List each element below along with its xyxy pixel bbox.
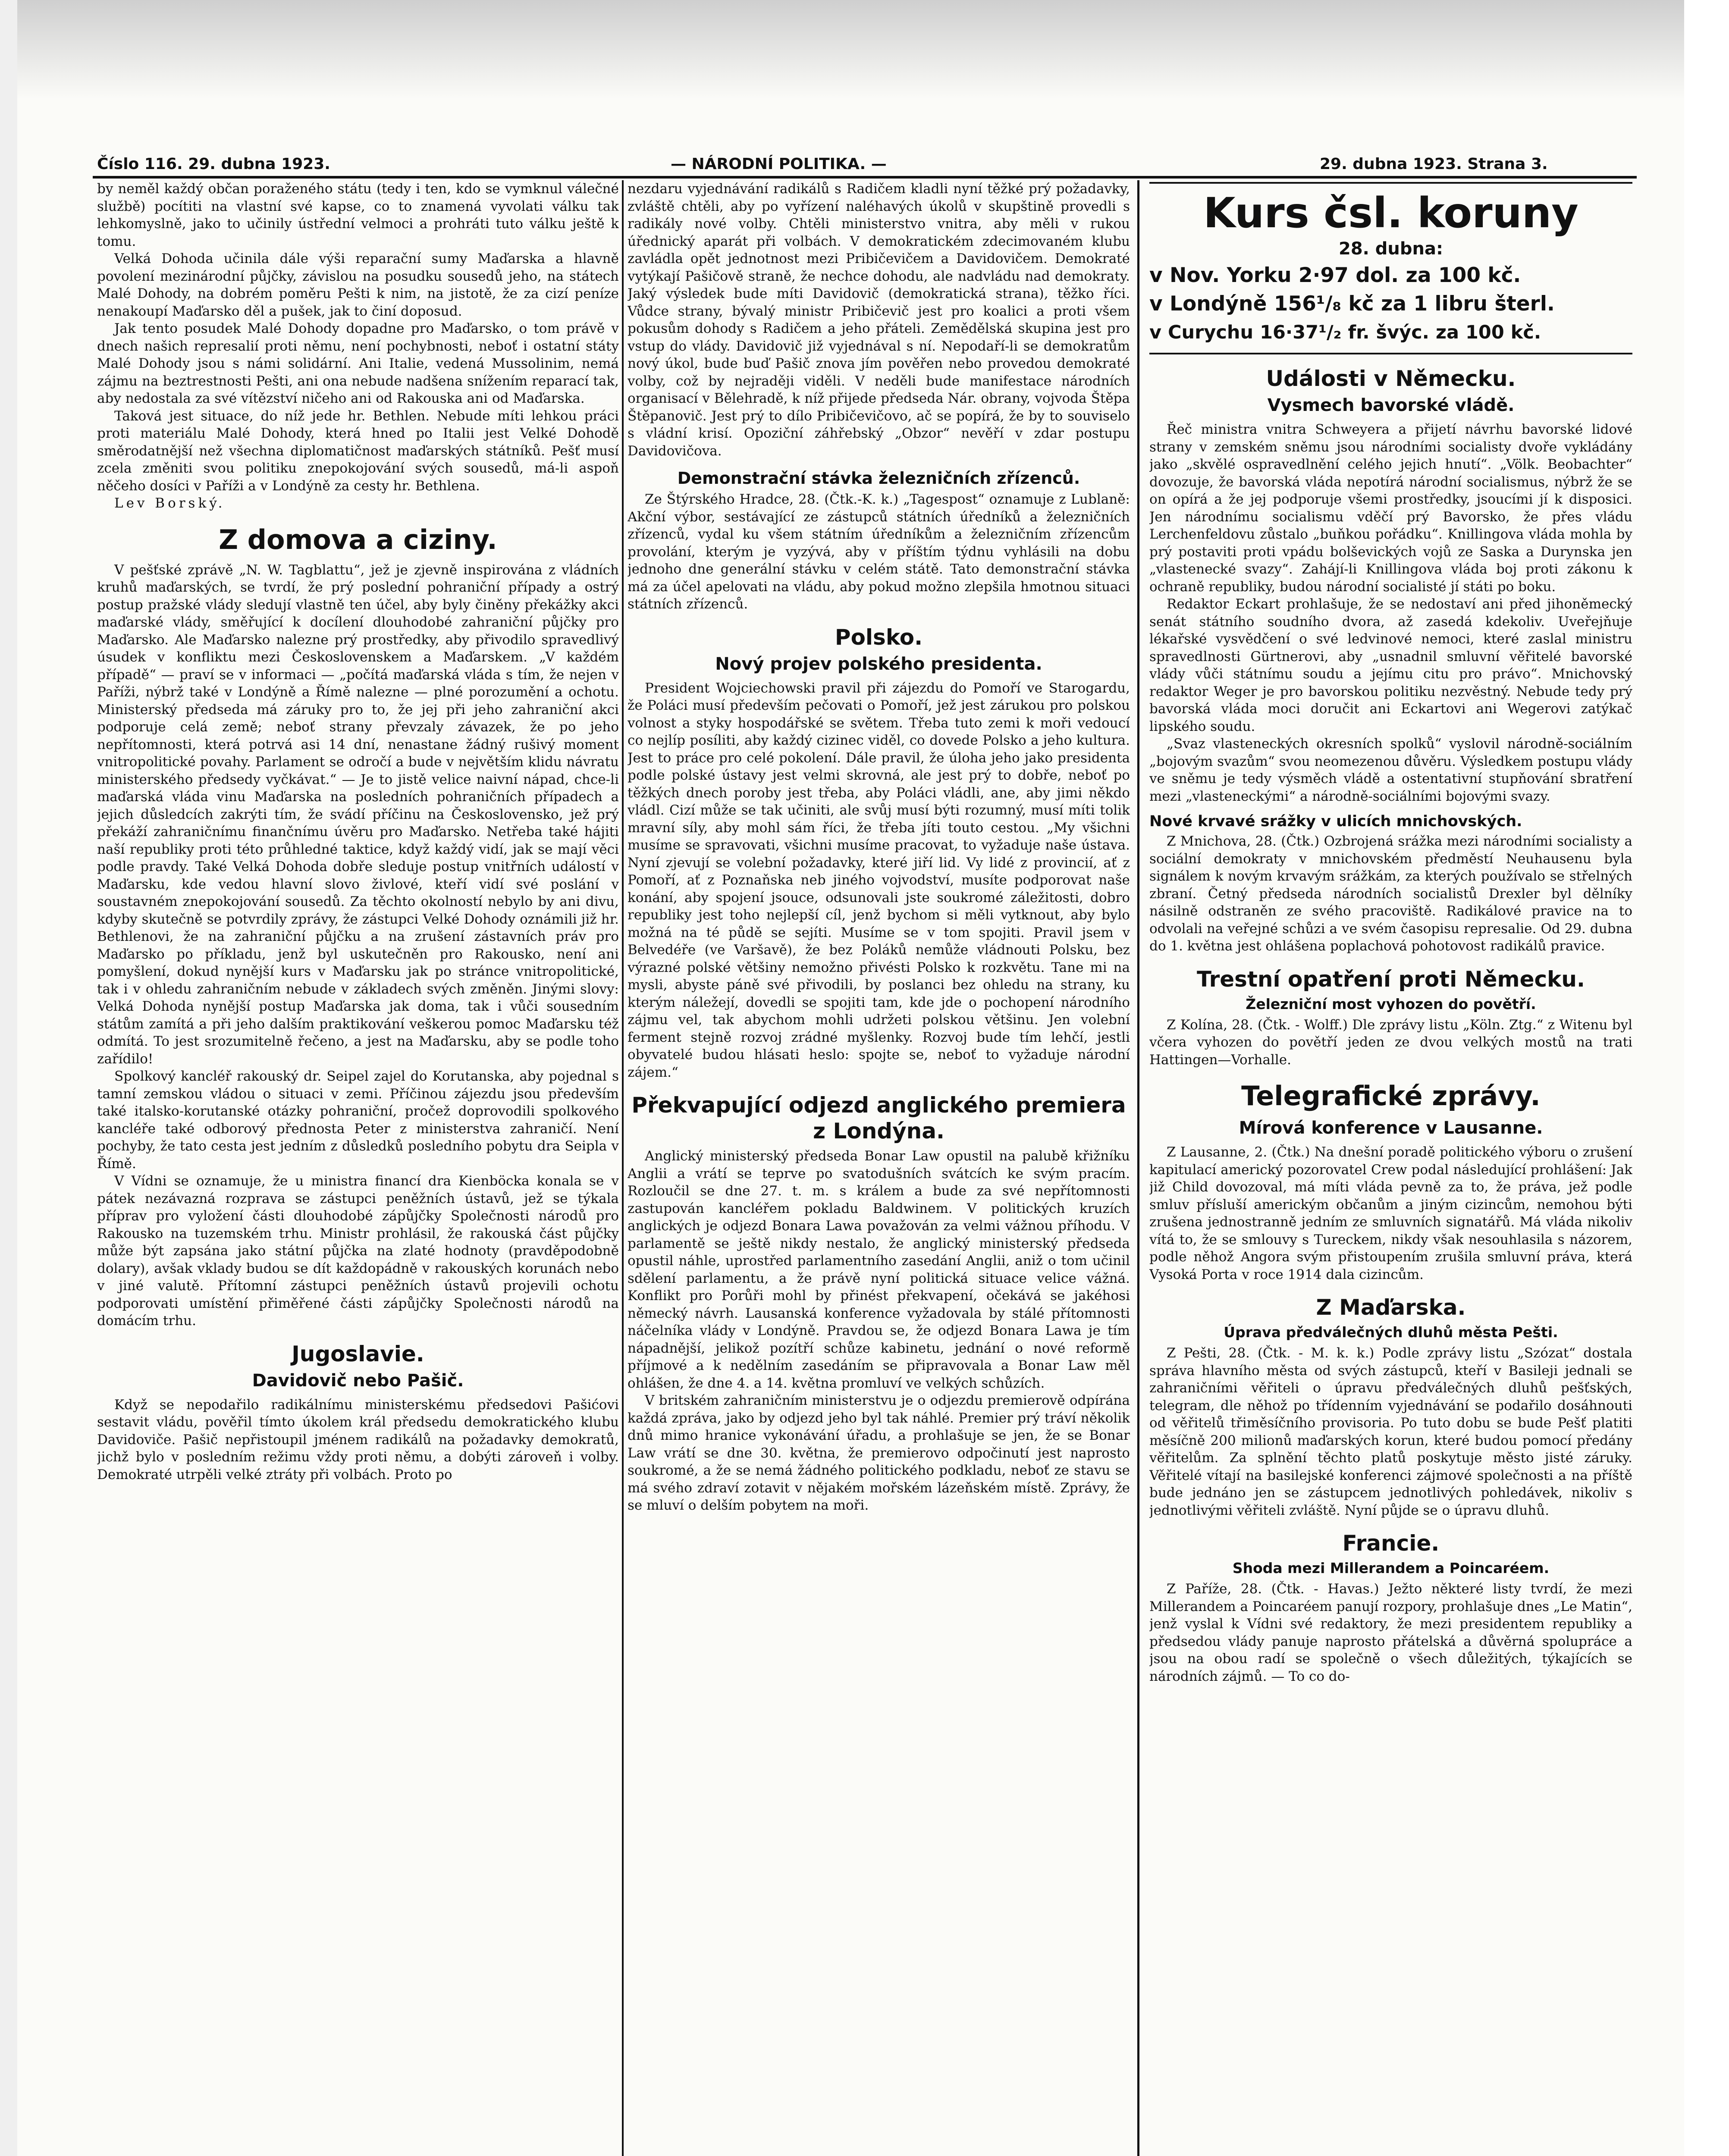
article-paragraph: Taková jest situace, do níž jede hr. Bethlen. Nebude míti lehkou práci proti materiálu Malé Dohody, která hned po Italii jest Velké Dohodě směrodatnější než všechna diplomatičnost maďarských státníků. Pešť musí zcela změniti svou politiku znepokojování svých sousedů, má-li aspoň něčeho dosíci v Paříži a v Londýně za cesty hr. Bethlena. <box>97 408 619 494</box>
article-heading: Demonstrační stávka železničních zřízenců. <box>677 469 1080 488</box>
column-3 <box>1149 180 1632 2156</box>
exchange-rate-title: Kurs čsl. koruny <box>1203 189 1578 237</box>
article-heading: Nové krvavé srážky v ulicích mnichovských. <box>1149 813 1522 830</box>
masthead-title: — NÁRODNÍ POLITIKA. — <box>671 155 887 173</box>
scan-right-margin <box>1684 0 1729 2156</box>
issue-number: Číslo 116. 29. dubna 1923. <box>97 155 330 173</box>
rate-london <box>1149 290 1632 318</box>
column-divider <box>1137 180 1139 2156</box>
article-paragraph: President Wojciechowski pravil při zájezdu do Pomoří ve Starogardu, že Poláci musí především pečovati o Pomoří, jež jest zárukou pro polskou volnost a styky hospodářské se světem. Třeba tuto zemi k moři vedoucí co nejlíp posíliti, aby každý cizinec viděl, co dovede Polsko a jeho kultura. Jest to práce pro celé pokolení. Dále pravil, že úloha jeho jako presidenta podle polské ústavy jest velmi skrovná, ale jest prý to dobře, neboť po těžkých dnech poroby jest třeba, aby Poláci vládli, ane, aby jimi někdo vládl. Cizí může se tak učiniti, ale svůj musí býti rozumný, musí míti tolik mravní síly, aby mohl sám říci, že třeba jíti touto cestou. „My všichni musíme se spravovati, všichni musíme pracovat, to vyžaduje naše ústava. Nyní zjevují se volební požadavky, které jiří lid. Vy lidé z provincií, ať z Pomoří, ať z Poznaňska neb jiného vojvodství, musíte podporovat naše konání, aby spojení jsouce, odsunovali jste soukromé záležitosti, dobro republiky jest toho nejlepší cíl, jenž bychom si měli vytknout, aby bylo možná na té půdě se sejíti. Musíme se v tom spojiti. Pravil jsem v Belvedéře (ve Varšavě), že bez Poláků nemůže vládnouti Polsku, bez výrazné polské většiny nemožno přivésti Polsko k rozkvětu. Tane mi na mysli, abyste páně své přivodili, by poslanci bez ohledu na strany, ku kterým náležejí, dovedli se spojiti tam, kde jde o pochopení národního zájmu vel, tak abychom mohli udržeti polskou většinu. Jen volební ferment stejně rozvoj zrádné myšlenky. Rozvoj bude tím lehčí, jestli obyvatelé budou hlásati heslo: spojte se, neboť to vyžaduje národní zájem.“ <box>628 680 1130 1080</box>
article-paragraph: V Vídni se oznamuje, že u ministra financí dra Kienböcka konala se v pátek nezávazná rozprava se zástupci peněžních ústavů, jež se týkala příprav pro vyložení části dlouhodobé zápůjčky Společnosti národů pro Rakousko na tuzemském trhu. Ministr prohlásil, že rakouská část půjčky může být zapsána jako státní půjčka na zlaté hodnoty (pravděpodobně dolary), avšak vklady budou se dít každopádně v rakouských korunách nebo v jiné valutě. Přítomní zástupci peněžních ústavů projevili ochotu podporovati umístění přiměřené části zápůjčky Společnosti národů na domácím trhu. <box>97 1173 619 1329</box>
rate-zurich <box>1149 318 1632 347</box>
article-heading: Překvapující odjezd anglického premiera z Londýna. <box>631 1093 1126 1144</box>
article-paragraph: Redaktor Eckart prohlašuje, že se nedostaví ani před jihoněmecký senát státního soudního dvora, až zasedá kdekoliv. Uveřejňuje lékařské vysvědčení o své ledvinové nemoci, které zaslal ministru spravedlnosti Gürtnerovi, aby „usnadnil smluvní věřitelé bavorské vlády vůči státnímu soudu a jejímu citu pro právo“. Mnichovský redaktor Weger je pro bavorskou politiku nezvěstný. Nebude tedy prý bavorská vláda moci doručit ani Eckartovi ani Wegerovi zatýkač lipského soudu. <box>1149 596 1632 734</box>
article-paragraph: Z Mnichova, 28. (Čtk.) Ozbrojená srážka mezi národními socialisty a sociální demokraty v mnichovském předměstí Neuhausenu byla signálem k novým krvavým srážkám, za kterých používalo se střelných zbraní. Četný předseda národních socialistů Drexler byl dělníky násilně odstraněn ze svého pracoviště. Radikálové pravice na to odvolali na veřejné schůzi a ve svém časopisu represalie. Od 29. dubna do 1. května jest ohlášena poplachová pohotovost radikálů pravice. <box>1149 834 1632 954</box>
section-heading: Telegrafické zprávy. <box>1241 1080 1541 1112</box>
section-heading: Francie. <box>1342 1531 1440 1556</box>
article-paragraph: Z Pešti, 28. (Čtk. - M. k. k.) Podle zprávy listu „Szózat“ dostala správa hlavního města od svých zástupců, kteří v Basileji jednali se zahraničními věřiteli o úpravu předválečných dluhů pešťských, telegram, dle něhož po třídenním vyjednávání se podařilo dosáhnouti od věřitelů třiměsíčního provisoria. Po tuto dobu se bude Pešť platiti měsíčně 200 milionů maďarských korun, které budou pomocí předány věřitelům. Za splnění těchto platů poskytuje město jisté záruky. Věřitelé vítají na basilejské konferenci zájmové společnosti a na příště bude jednáno jen se zástupcem jednotlivých pohledávek, nikoliv s jednotlivými věřiteli zvláště. Nyní půjde se o úpravu dluhů. <box>1149 1345 1632 1518</box>
article-subheading: Mírová konference v Lausanne. <box>1239 1118 1543 1138</box>
article-paragraph: Velká Dohoda učinila dále výši reparační sumy Maďarska a hlavně povolení mezinárodní půjčky, závislou na posudku sousedů jeho, na státech Malé Dohody, na dobrém poměru Pešti k nim, na jistotě, že za cizí peníze nenakoupí Maďarsko děl a pušek, jak to činí doposud. <box>97 251 619 319</box>
page-date-number: 29. dubna 1923. Strana 3. <box>1320 155 1548 173</box>
box-rule <box>1149 353 1632 354</box>
section-heading: Z domova a ciziny. <box>219 523 497 555</box>
article-paragraph: Jak tento posudek Malé Dohody dopadne pro Maďarsko, o tom právě v dnech našich represalií proti němu, není pochybnosti, neboť i ostatní státy Malé Dohody jsou s námi solidární. Ani Italie, vedená Mussolinim, nemá zájmu na beztrestnosti Pešti, ani ona nebude nadšena snížením reparací tak, aby nedostala za své vítězství ničeho ani od Rakouska ani od Maďarska. <box>97 321 619 406</box>
article-paragraph: Když se nepodařilo radikálnímu ministerskému předsedovi Pašićovi sestavit vládu, pověřil tímto úkolem král předsedu demokratického klubu Davidoviče. Pašič nepřistoupil jménem radikálů na požadavky demokratů, jichž bylo v posledním režimu vždy proti němu, a dobýti zároveň i volby. Demokraté utrpěli velké ztráty při volbách. Proto po <box>97 1397 619 1482</box>
article-paragraph: Ze Štýrského Hradce, 28. (Čtk.-K. k.) „Tagespost“ oznamuje z Lublaně: Akční výbor, sestávající ze zástupců státních úředníků a železničních zřízenců, vydal ku všem státním úředníkům a železničním zřízencům provolání, kterým je vyzývá, aby v příštím týdnu vyhlásili na dobu jednoho dne generální stávku v celém státě. Tato demonstrační stávka má za účel apelovati na vládu, aby pokud možno zlepšila hmotnou situaci státních zřízenců. <box>628 492 1130 612</box>
article-subheading: Shoda mezi Millerandem a Poincaréem. <box>1232 1560 1550 1576</box>
section-heading: Trestní opatření proti Německu. <box>1197 966 1585 992</box>
article-paragraph: Z Lausanne, 2. (Čtk.) Na dnešní poradě politického výboru o zrušení kapitulací americký pozorovatel Crew podal následující prohlášení: Jak již Child dovozoval, má míti vláda pevně za to, že práva, jež podle smluv přísluší americkým občanům a jiným cizincům, nemohou býti zrušena jednostranně jedním ze smluvních signatářů. Má vláda nikoliv vítá to, že se smlouvy s Tureckem, nikdy však nesouhlasila s názorem, podle něhož Angora svým přistoupením zrušila smluvní práva, která Vysoká Porta v roce 1914 dala cizincům. <box>1149 1144 1632 1282</box>
column-2 <box>628 180 1130 2156</box>
article-subheading: Davidovič nebo Pašič. <box>252 1370 464 1391</box>
exchange-rate-date: 28. dubna: <box>1339 239 1443 259</box>
article-paragraph: Anglický ministerský předseda Bonar Law opustil na palubě křižníku Anglii a vrátí se teprve po svatodušních svátcích ke svým pracím. Rozloučil se dne 27. t. m. s králem a bude za své nepřítomnosti zastupován kancléřem pokladu Baldwinem. V politických kruzích anglických je odjezd Bonara Lawa považován za velmi vážnou příhodu. V parlamentě se ještě nikdy nestalo, že anglický ministerský předseda opustil náhle, uprostřed parlamentního zasedání Anglii, aniž o tom učinil sdělení parlamentu, a že právě nyní politická situace velice vážná. Konflikt pro Porůři mohl by přinést překvapení, očekává se jakéhosi německý návrh. Lausanská konference vyžadovala by stálé přítomnosti náčelníka vlády v Londýně. Pravdou se, že odjezd Bonara Lawa je tím nápadnější, jelikož pozítří schůze kabinetu, jednání o nové reformě příjmové a k nedělním zasedáním se připravovala a Bonar Law měl ohlášen, že dne 4. a 14. května promluví ve velkých schůzích. <box>628 1148 1130 1391</box>
column-divider <box>622 180 624 2156</box>
article-paragraph: Řeč ministra vnitra Schweyera a přijetí návrhu bavorské lidové strany v zemském sněmu jsou národními socialisty dvoře vykládány jako „skvělé ospravedlnění celého jejich hnutí“. „Völk. Beobachter“ dovozuje, že bavorská vláda nepotírá národní socialismus, nýbrž že se on opírá a že jej podporuje všemi prostředky, jsoucími jí k disposici. Jen národnímu socialismu vděčí prý Bavorsko, že přes vládu Lerchenfeldovu zůstalo „buňkou pořádku“. Knillingova vláda mohla by prý postaviti proti vpádu bolševických vojů ze Saska a Durynska jen „vlastenecké svazy“. Zahájí-li Knillingova vláda boj proti zákonu k ochraně republiky, budou národní socialisté jí státi po boku. <box>1149 422 1632 595</box>
article-subheading: Vysmech bavorské vládě. <box>1267 395 1515 415</box>
section-heading: Polsko. <box>835 624 923 650</box>
rate-value: 16·37¹/₂ fr. švýc. <box>1260 322 1430 343</box>
rate-place: v Curychu <box>1149 322 1260 343</box>
article-subheading: Úprava předválečných dluhů města Pešti. <box>1224 1324 1558 1341</box>
box-rule <box>1149 182 1632 184</box>
scan-top-shadow <box>0 0 1729 99</box>
article-paragraph: V britském zahraničním ministerstvu je o odjezdu premierově odpírána každá zpráva, jako by odjezd jeho byl tak náhlé. Premier prý tráví několik dnů mimo hranice vykonávání úřadu, a prohlašuje se jen, že se Bonar Law vrátí se dne 30. května, že premierovo odpočinutí jest naprosto soukromé, a že se nemá žádného politického podkladu, neboť ze stavu se má svého zdraví zotavit v nějakém mořském lázeňském místě. Zprávy, že se mluví o delším pobytem na moři. <box>628 1393 1130 1513</box>
rate-place: v Nov. Yorku <box>1149 263 1299 287</box>
article-paragraph: by neměl každý občan poraženého státu (tedy i ten, kdo se vymknul válečné službě) pocítiti na vlastní své kapse, co to znamená vyvolati válku tak lehkomyslně, jako to učinily ústřední velmoci a prohráti tuto válku ještě k tomu. <box>97 181 619 249</box>
section-heading: Z Maďarska. <box>1316 1295 1466 1320</box>
article-subheading: Železniční most vyhozen do povětří. <box>1246 995 1536 1012</box>
article-paragraph: nezdaru vyjednávání radikálů s Radičem kladli nyní těžké prý požadavky, zvláště chtěli, aby po vyřízení naléhavých úkolů v skupštině provedli s radikály nové volby. Chtěli ministerstvo vnitra, aby měli v rukou úřednický aparát při volbách. V demokratickém zdecimovaném klubu zavládla opět jednotnost mezi Pribičevičem a Davidovičem. Demokraté vytýkají Pašičově straně, že nechce dohodu, ale nadvládu nad demokraty. Jaký výsledek bude míti Davidovič (demokratická strana), těžko říci. Vůdce strany, bývalý ministr Pribičevič jest pro koalici a proti všem pokusům dohody s Radičem a jeho přáteli. Zemědělská skupina jest pro vstup do vlády. Davidovič již vyjednával s ní. Nepodaří-li se demokratům nový úkol, bude buď Pašič znova jím pověřen nebo provedou demokraté volby, což by nejraději viděli. V neděli bude manifestace národních organisací v Bělehradě, k níž přijede předseda Nár. obrany, vojvoda Štěpa Štěpanovič. Jest prý to dílo Pribičevičovo, ač se popírá, že by to souviselo s vládní krisí. Opoziční záhřebský „Obzor“ nevěří v zdar postupu Davidovičova. <box>628 181 1130 459</box>
article-paragraph: Z Paříže, 28. (Čtk. - Havas.) Ježto některé listy tvrdí, že mezi Millerandem a Poincaréem panují rozpory, prohlašuje dnes „Le Matin“, jenž vyslal k Vídni své redaktory, že mezi presidentem republiky a předsedou vlády panuje naprosto přátelská a důvěrná spolupráce a jsou na obou radí se společně o všech důležitých, týkajících se národních zájmů. — To co do- <box>1149 1581 1632 1684</box>
section-heading: Události v Německu. <box>1266 366 1516 391</box>
article-paragraph: Z Kolína, 28. (Čtk. - Wolff.) Dle zprávy listu „Köln. Ztg.“ z Witenu byl včera vyhozen do povětří jeden ze dvou velkých mostů na trati Hattingen—Vorhalle. <box>1149 1017 1632 1068</box>
rate-unit: za 100 kč. <box>1429 322 1541 343</box>
rate-value: 156¹/₈ kč <box>1274 292 1374 316</box>
rate-new-york <box>1149 261 1632 290</box>
author-signature: Lev Borský. <box>114 495 226 511</box>
rate-value: 2·97 dol. <box>1298 263 1399 287</box>
scan-left-edge <box>0 0 17 2156</box>
rate-place: v Londýně <box>1149 292 1274 316</box>
column-1 <box>97 180 619 2156</box>
article-paragraph: V pešťské zprávě „N. W. Tagblattu“, jež je zjevně inspirována z vládních kruhů maďarských, se tvrdí, že prý poslední pohraniční případy a ostrý postup pražské vlády sledují vlastně ten účel, aby byly činěny překážky akci maďarské vlády, směřující k docílení dlouhodobé zahraniční půjčky pro Maďarsko. Ale Maďarsko nalezne prý prostředky, aby přivodilo spravedlivý úsudek v konfliktu mezi Československem a Maďarskem. „V každém případě“ — praví se v informaci — „počítá maďarská vláda s tím, že nejen v Paříži, nýbrž také v Londýně a Římě nalezne — plné porozumění a ochotu. Ministerský předseda má záruky pro to, že jej při jeho zahraniční akci podporuje celá země; neboť strany převzaly závazek, že po jeho nepřítomnosti, která potrvá asi 14 dní, nenastane žádný rušivý moment vnitropolitické povahy. Parlament se odročí a bude v největším klidu návratu ministerského předsedy vyčkávat.“ — Je to jistě velice naivní nápad, chce-li maďarská vláda vinu Maďarska na posledních pohraničních případech a jejich důsledcích zakrýti tím, že svádí příčinu na Československo, jež prý překáží zahraničnímu finančnímu úvěru pro Maďarsko. Netřeba také hájiti naší republiky proti této průhledné taktice, když každý vidí, jak se mají věci podle pravdy. Také Velká Dohoda dobře sleduje postup vnitřních událostí v Maďarsku, kde vedou hlavní slovo živlové, kteří vidí své poslání v soustavném znepokojování sousedů. Za těchto okolností nebylo by ani divu, kdyby skutečně se potvrdily zprávy, že zástupci Velké Dohody oznámili již hr. Bethlenovi, že na zahraniční půjčku a na zrušení zástavních práv pro Maďarsko po příkladu, jenž byl uskutečněn pro Rakousko, není ani pomyšlení, dokud nynější kurs v Maďarsku jak po stránce vnitropolitické, tak i v ohledu zahraničním nebude v základech svých změněn. Jinými slovy: Velká Dohoda nynější postup Maďarska jak doma, tak i vůči sousedním státům zamítá a při jeho dalším praktikování veškerou pomoc Maďarsku též odmítá. To jest srozumitelně řečeno, a jest na Maďarsku, aby se podle toho zařídilo! <box>97 562 619 1067</box>
article-paragraph: „Svaz vlasteneckých okresních spolků“ vyslovil národně-sociálním „bojovým svazům“ svou neomezenou důvěru. Výsledkem postupu vlády ve sněmu je tedy výsměch vládě a ostentativní stupňování sbratření mezi „vlasteneckými“ a národně-sociálními bojovými svazy. <box>1149 736 1632 804</box>
header-rule <box>93 176 1637 179</box>
rate-unit: za 100 kč. <box>1399 263 1521 287</box>
article-subheading: Nový projev polského presidenta. <box>715 654 1042 674</box>
rate-unit: za 1 libru šterl. <box>1374 292 1555 316</box>
article-paragraph: Spolkový kancléř rakouský dr. Seipel zajel do Korutanska, aby pojednal s tamní zemskou vládou o situaci v zemi. Příčinou zájezdu jsou především také italsko-korutanské otázky pohraniční, pročež doprovodili spolkového kancléře také odborový přednosta Peter z ministerstva zahraničí. Není pochyby, že tato cesta jest jedním z důsledků posledního pobytu dra Seipla v Římě. <box>97 1069 619 1172</box>
section-heading: Jugoslavie. <box>292 1341 424 1366</box>
